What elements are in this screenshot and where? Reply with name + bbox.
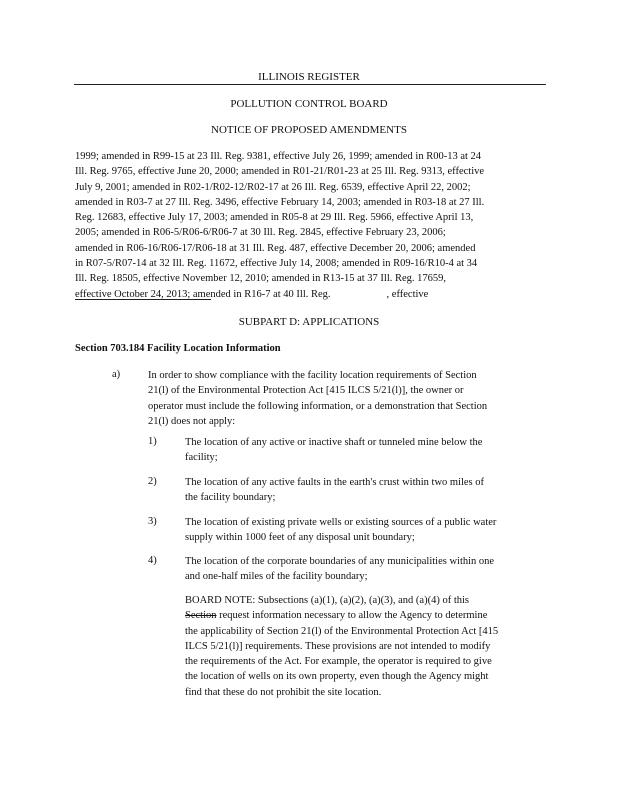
history-end-rule bbox=[75, 299, 211, 300]
history-line: amended in R03-7 at 27 Ill. Reg. 3496, effective February 14, 2003; amended in R03-18 at 27 Ill. bbox=[75, 196, 485, 208]
section-title: Section 703.184 Facility Location Information bbox=[75, 343, 281, 354]
item-2-label: 2) bbox=[148, 476, 157, 487]
item-4-label: 4) bbox=[148, 555, 157, 566]
item-a-text: In order to show compliance with the facility location requirements of Section 21(l) of the Environmental Protection Act [415 ILCS 5/21(l)], the owner or operator must include the following information, or a demonstration that Section 21(l) does not apply: bbox=[148, 370, 488, 427]
item-1-text: The location of any active or inactive shaft or tunneled mine below the facility; bbox=[185, 437, 483, 464]
register-title: ILLINOIS REGISTER bbox=[258, 71, 360, 83]
history-line: Ill. Reg. 9765, effective June 20, 2000; amended in R01-21/R01-23 at 25 Ill. Reg. 9313, effective bbox=[75, 166, 485, 178]
history-line: 2005; amended in R06-5/R06-6/R06-7 at 30 Ill. Reg. 2845, effective February 23, 2006; bbox=[75, 227, 446, 239]
history-line: Reg. 12683, effective July 17, 2003; amended in R05-8 at 29 Ill. Reg. 5966, effective April 13, bbox=[75, 212, 474, 224]
board-title: POLLUTION CONTROL BOARD bbox=[230, 98, 388, 110]
history-line: 1999; amended in R99-15 at 23 Ill. Reg. 9381, effective July 26, 1999; amended in R00-13 at 24 bbox=[75, 151, 482, 162]
item-3-text: The location of existing private wells or existing sources of a public water supply within 1000 feet of any disposal unit boundary; bbox=[185, 517, 497, 544]
history-line: amended in R06-16/R06-17/R06-18 at 31 Ill. Reg. 487, effective December 20, 2006; amended bbox=[75, 242, 476, 254]
item-3-label: 3) bbox=[148, 516, 157, 527]
history-paragraph bbox=[75, 149, 484, 302]
history-line: Ill. Reg. 18505, effective November 12, 2010; amended in R13-15 at 37 Ill. Reg. 17659, bbox=[75, 273, 447, 285]
history-line: effective October 24, 2013; amended in R16-7 at 40 Ill. Reg. , effective bbox=[75, 288, 429, 300]
item-4-text: The location of the corporate boundaries of any municipalities within one and one-half miles of the facility boundary; bbox=[185, 556, 495, 583]
header-rule bbox=[74, 84, 546, 85]
history-line: July 9, 2001; amended in R02-1/R02-12/R02-17 at 26 Ill. Reg. 6539, effective April 22, 2002; bbox=[75, 181, 471, 193]
subpart-heading: SUBPART D: APPLICATIONS bbox=[238, 316, 380, 328]
history-line: in R07-5/R07-14 at 32 Ill. Reg. 11672, effective July 14, 2008; amended in R09-16/R10-4 at 34 bbox=[75, 258, 478, 270]
item-a-label: a) bbox=[112, 369, 121, 380]
item-2-text: The location of any active faults in the earth's crust within two miles of the facility boundary; bbox=[185, 477, 485, 504]
item-1-label: 1) bbox=[148, 436, 157, 447]
struck-word: Section bbox=[185, 610, 217, 622]
board-note: BOARD NOTE: Subsections (a)(1), (a)(2), (a)(3), and (a)(4) of this Section request information necessary to allow the Agency to determine the applicability of Section 21(l) of the Environmental Protection Act [415 ILCS 5/21(l)] requirements. These provisions are not intended to modify the requirements of the Act. For example, the operator is required to give the location of wells on its own property, even though the Agency might find that these do not prohibit the site location. bbox=[185, 595, 499, 698]
notice-title: NOTICE OF PROPOSED AMENDMENTS bbox=[211, 124, 407, 136]
